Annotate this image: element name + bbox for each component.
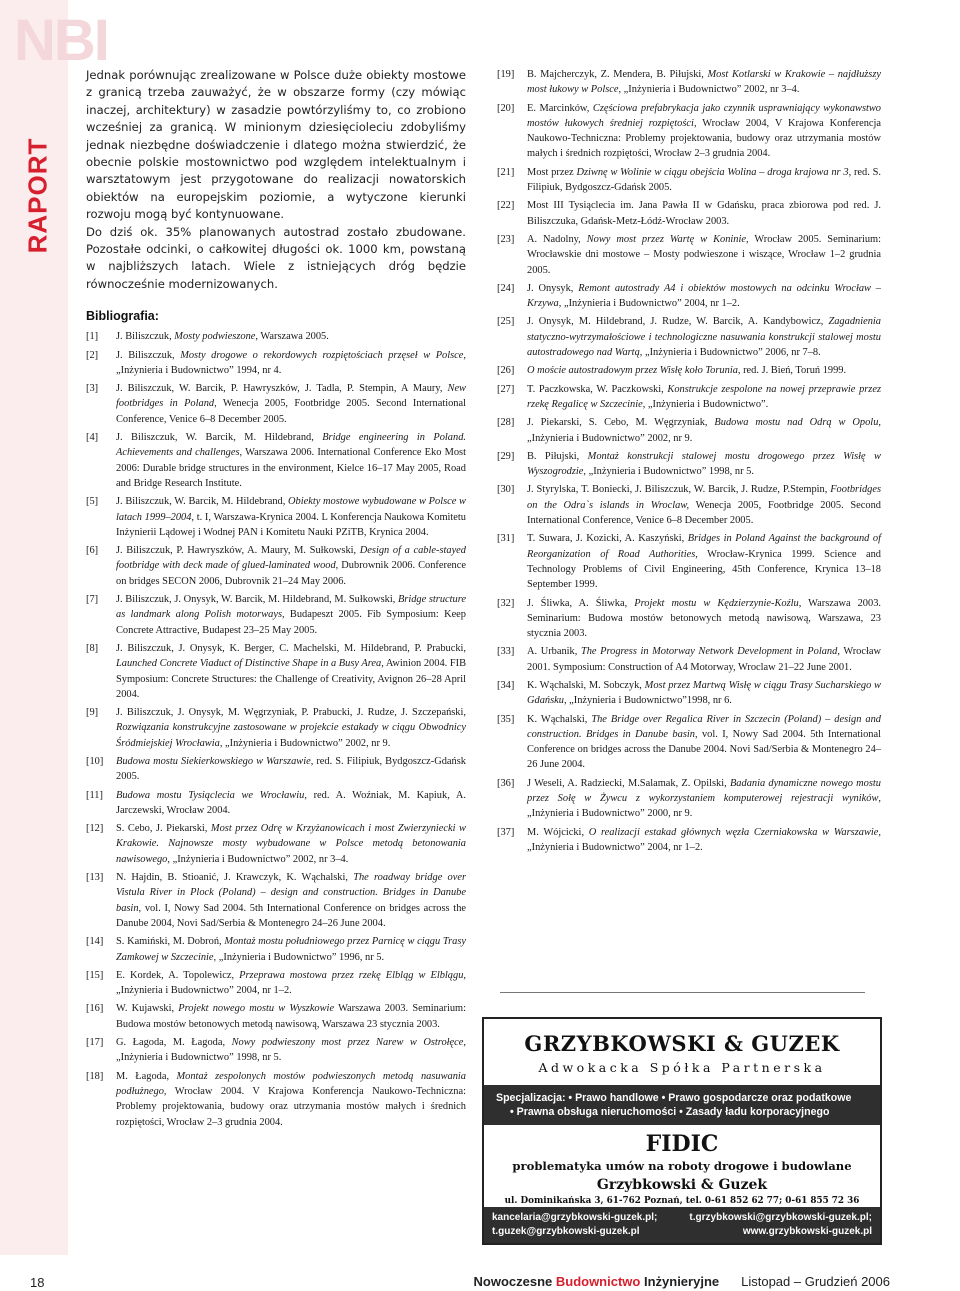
bibliography-entry-text: , Budapeszt 2005. Fib Symposium: Keep Concrete Attractive, Budapest 23–25 May 2005. — [116, 609, 466, 636]
bibliography-entry-text: Wenecja 2005, Footbridge 2005. Second International Conference, Venice 6–8 December 2005. — [116, 398, 466, 425]
bibliography-entry-number: [3] — [86, 383, 99, 395]
bibliography-entry-title: Most Kotlarski w Krakowie – najdłuższy most łukowy w Polsce — [527, 69, 882, 96]
bibliography-entry — [497, 363, 881, 378]
bibliography-entry-number: [6] — [86, 545, 99, 557]
bibliography-entry — [497, 644, 881, 675]
bibliography-entry — [497, 101, 881, 162]
bibliography-entry-text: W. Kujawski, — [116, 1003, 179, 1015]
bibliography-entry-number: [10] — [86, 756, 104, 767]
bibliography-entry — [497, 281, 881, 312]
bibliography-entry-title: New footbridges in Poland, — [116, 383, 466, 410]
ad-fidic-block — [484, 1125, 880, 1173]
bibliography-entry — [86, 968, 466, 999]
bibliography-entry-text: , red. J. Bień, Toruń 1999. — [737, 365, 847, 377]
bibliography-entry-title: Most przez Odrę w Krzyżanowicach i most Zwierzyniecki w Krakowie. Najnowsze mosty wybudowane w Polsce metodą betonowania nawisowego — [116, 823, 466, 865]
bibliography-entry-number: [15] — [86, 969, 104, 981]
ad-spec-line-1: Specjalizacja: • Prawo handlowe • Prawo gospodarcze oraz podatkowe — [496, 1092, 852, 1104]
bibliography-entry-number: [34] — [497, 679, 515, 691]
intro-paragraph-1: Jednak porównując zrealizowane w Polsce duże obiekty mostowe z granicą trzeba zauważyć, że w obszarze formy (czy mówiąc inaczej, architektury) w zasadzie powtórzyliśmy to, co zrobiono wcześniej za granicą. W minionym dziesięcioleciu zdobyliśmy jednak niezbędne doświadczenie i dlatego można stwierdzić, że obecnie polskie mostownictwo pod względem intelektualnym i warsztatowym jest przygotowane do realizacji nowatorskich obiektów na europejskim poziomie, a wytyczone kierunki rozwoju mogą być kontynuowane. — [86, 68, 466, 222]
bibliography-entry-number: [20] — [497, 102, 515, 114]
bibliography-entry-number: [7] — [86, 594, 99, 606]
bibliography-entry-text: S. Kamiński, M. Dobroń, — [116, 936, 225, 948]
ad-header — [484, 1019, 880, 1085]
ad-email-2[interactable]: t.grzybkowski@grzybkowski-guzek.pl; — [689, 1212, 872, 1223]
bibliography-entry — [86, 543, 466, 589]
bibliography-entry-text: , „Inżynieria i Budownictwo”. — [642, 398, 769, 410]
bibliography-entry-text: , „Inżynieria i Budownictwo” 2004, nr 1–2. — [116, 969, 466, 997]
bibliography-entry-text: , „Inżynieria i Budownictwo” 1998, nr 5. — [116, 1037, 466, 1064]
bibliography-entry-text: , Dubrownik 2006. Conference on bridges SECON 2006, Dubrovnik 21–24 May 2006. — [116, 560, 466, 587]
bibliography-entry-text: E. Kordek, A. Topolewicz, — [116, 969, 240, 981]
bibliography-entry-text: K. Wąchalski, M. Sobczyk, — [527, 679, 645, 691]
bibliography-entry-number: [23] — [497, 233, 515, 245]
magazine-name-part-2: Budownictwo — [555, 1274, 641, 1289]
bibliography-entry-text: , „Inżynieria i Budownictwo” 2002, nr 3–4. — [618, 84, 800, 96]
bibliography-entry-number: [9] — [86, 707, 99, 719]
bibliography-entry — [497, 198, 881, 229]
magazine-name-part-1: Nowoczesne — [473, 1274, 556, 1289]
bibliography-entry-number: [5] — [86, 496, 99, 508]
intro-paragraph-2: Do dziś ok. 35% planowanych autostrad zostało zbudowane. Pozostałe odcinki, o całkowitej długości ok. 1000 km, powstaną w najbliższych latach. Wiele z istniejących dróg będzie równocześnie modernizowanych. — [86, 224, 466, 291]
bibliography-entry — [497, 776, 881, 822]
intro-text — [86, 67, 466, 293]
bibliography-entry-number: [14] — [86, 936, 104, 948]
bibliography-entry-title: The Progress in Motorway Network Development in Poland — [580, 646, 838, 658]
ad-contact-row-1 — [492, 1211, 872, 1225]
bibliography-entry — [86, 430, 466, 491]
bibliography-entry-text: J. Biliszczuk, J. Onysyk, W. Barcik, M. Hildebrand, M. Sułkowski, — [116, 594, 398, 606]
bibliography-entry-title: Montaż mostu południowego przez Parnicę w ciągu Trasy Zamkowej w Szczecinie — [116, 936, 466, 963]
ad-email-3[interactable]: t.guzek@grzybkowski-guzek.pl — [492, 1226, 640, 1237]
bibliography-entry-text: J. Styrylska, T. Boniecki, J. Biliszczuk, W. Barcik, J. Rudze, P.Stempin, — [527, 484, 831, 496]
bibliography-entry-text: , „Inżynieria i Budownictwo”1998, nr 6. — [563, 695, 732, 707]
bibliography-entry-text: J. Onysyk, — [527, 282, 579, 294]
bibliography-entry — [86, 821, 466, 867]
bibliography-entry-title: Nowy podwieszony most przez Narew w Ostrołęce — [231, 1037, 464, 1049]
bibliography-entry — [497, 712, 881, 773]
bibliography-entry-text: J Weseli, A. Radziecki, M.Salamak, Z. Opilski, — [527, 777, 730, 789]
section-label-text: RAPORT — [22, 137, 53, 253]
bibliography-entry-number: [22] — [497, 200, 515, 212]
ad-company-name: Grzybkowski & Guzek — [596, 1177, 768, 1193]
bibliography-heading: Bibliografia: — [86, 309, 159, 324]
bibliography-entry-number: [1] — [86, 331, 99, 343]
bibliography-entry-title: Bridges in Poland Against the background of Reorganization of Road Authorities — [527, 533, 881, 560]
magazine-name-part-3: Inżynieryjne — [640, 1274, 720, 1289]
bibliography-entry — [497, 678, 881, 709]
bibliography-entry-text: , „Inżynieria i Budownictwo” 2000, nr 9. — [527, 793, 881, 820]
ad-contact-block — [484, 1207, 880, 1243]
bibliography-entry — [86, 381, 466, 427]
bibliography-entry-number: [21] — [497, 166, 515, 178]
bibliography-entry-text: , „Inżynieria i Budownictwo” 2002, nr 9. — [527, 417, 881, 444]
page-number: 18 — [30, 1275, 45, 1290]
bibliography-entry-title: Launched Concrete Viaduct of Distinctive Shape in a Busy Area — [116, 658, 382, 670]
bibliography-entry — [86, 934, 466, 965]
bibliography-entry-title: Projekt nowego mostu w Wyszkowie — [178, 1003, 335, 1015]
bibliography-entry-title: Footbridges on the Odra`s islands in Wroclaw, — [527, 484, 881, 511]
bibliography-entry-text: , red. S. Filipiuk, Bydgoszcz-Gdańsk 2005. — [527, 166, 881, 194]
law-firm-advertisement — [482, 1017, 882, 1245]
bibliography-entry-text: , vol. I, Nowy Sad 2004. 5th International Conference on bridges across the Danube 2004. Novi Sad/Serbia & Montenegro 24–26 June 2004. — [527, 728, 881, 771]
bibliography-entry-text: G. Łagoda, M. Łagoda, — [116, 1037, 232, 1049]
bibliography-list-right — [497, 67, 881, 855]
bibliography-entry-text: , Wrocław 2004. V Krajowa Konferencja Naukowo-Techniczna: Problemy projektowania, budowy oraz utrzymania mostów małych i średnich rozpiętości, Wrocław 2–3 grudnia 2004. — [116, 1085, 466, 1128]
bibliography-entry-text: T. Suwara, J. Kozicki, A. Kaszyński, — [527, 533, 688, 545]
bibliography-entry-number: [8] — [86, 642, 99, 654]
bibliography-entry-text: J. Onysyk, M. Hildebrand, J. Rudze, W. Barcik, A. Kandybowicz, — [527, 316, 829, 328]
bibliography-entry-text: , red. A. Woźniak, M. Kapiuk, A. Jarczewski, Wrocław 2004. — [116, 789, 466, 816]
ad-website-link[interactable]: www.grzybkowski-guzek.pl — [742, 1226, 872, 1237]
bibliography-entry-text: J. Śliwka, A. Śliwka, — [527, 597, 635, 609]
bibliography-entry-title: Dziwnę w Wolinie w ciągu obejścia Wolina – droga krajowa nr 3 — [576, 166, 849, 178]
bibliography-entry-number: [11] — [86, 789, 103, 801]
bibliography-entry-title: The Bridge over Regalica River in Szczecin (Poland) – design and construction. Bridges in Danube basin — [527, 713, 881, 740]
bibliography-entry-text: , Warszawa 2005. — [255, 331, 329, 343]
bibliography-entry-text: J. Biliszczuk, W. Barcik, P. Hawryszków, J. Tadla, P. Stempin, A Maury, — [116, 383, 448, 395]
bibliography-entry-text: , „Inżynieria i Budownictwo” 2002, nr 3–4. — [167, 853, 349, 865]
bibliography-entry — [497, 596, 881, 642]
bibliography-entry-text: J. Biliszczuk, — [116, 331, 175, 343]
bibliography-entry-number: [12] — [86, 823, 104, 835]
column-divider-rule — [500, 992, 865, 993]
issue-date: Listopad – Grudzień 2006 — [741, 1274, 890, 1289]
bibliography-entry — [497, 165, 881, 196]
bibliography-entry-number: [27] — [497, 383, 515, 395]
left-column — [86, 67, 466, 1133]
bibliography-entry — [86, 494, 466, 540]
bibliography-entry — [86, 1001, 466, 1032]
bibliography-entry-title: Rozwiązania konstrukcyjne zastosowane w projekcie estakady w ciągu Obwodnicy Śródmiejskiej Wrocławia — [116, 722, 466, 749]
bibliography-list-left — [86, 329, 466, 1130]
ad-subtitle: Adwokacka Spółka Partnerska — [538, 1060, 826, 1075]
bibliography-entry-text: , „Inżynieria i Budownictwo” 2006, nr 7–8. — [639, 347, 821, 359]
bibliography-entry-number: [26] — [497, 365, 515, 377]
bibliography-entry-title: Konstrukcje zespolone na nowej przeprawie przez rzekę Regalicę w Szczecinie — [527, 383, 882, 410]
bibliography-entry-number: [2] — [86, 349, 99, 361]
bibliography-entry — [497, 232, 881, 278]
ad-address: ul. Dominikańska 3, 61-762 Poznań, tel. 0-61 852 62 77; 0-61 855 72 36 — [504, 1196, 860, 1206]
bibliography-entry-title: Badania dynamiczne nowego mostu przez Sołę w Żywcu z wykorzystaniem komputerowej rejestracji wyników — [527, 777, 881, 805]
bibliography-entry-text: , „Inżynieria i Budownictwo” 1994, nr 4. — [116, 349, 466, 376]
bibliography-entry-text: Most przez — [527, 166, 577, 178]
ad-contact-row-2 — [492, 1225, 872, 1239]
bibliography-entry-text: A. Nadolny, — [527, 233, 587, 245]
bibliography-entry-number: [25] — [497, 316, 515, 328]
bibliography-entry — [86, 348, 466, 379]
bibliography-entry — [497, 449, 881, 480]
bibliography-entry — [497, 415, 881, 446]
bibliography-entry-text: J. Piekarski, S. Cebo, M. Węgrzyniak, — [527, 417, 715, 429]
bibliography-entry-text: , Warszawa 2003. Seminarium: Budowa mostów betonowych metodą nawisową, Warszawa, 23 stycznia 2003. — [527, 597, 881, 640]
bibliography-entry — [86, 705, 466, 751]
bibliography-entry-text: , Awinion 2004. FIB Symposium: Concrete Structures: the Challenge of Creativity, Avignon 26–28 April 2004. — [116, 658, 467, 700]
bibliography-entry — [86, 788, 466, 819]
bibliography-entry — [86, 754, 466, 785]
ad-specializations — [484, 1085, 880, 1125]
bibliography-entry-text: A. Urbanik, — [527, 646, 581, 658]
bibliography-entry-text: , t. I, Warszawa-Krynica 2004. L Konferencja Naukowa Komitetu Inżynierii Lądowej i Wodnej PAN i Komitetu Nauki PZiTB, Krynica 2004. — [116, 511, 466, 538]
bibliography-entry-title: Mosty podwieszone — [174, 331, 256, 343]
bibliography-entry-title: Budowa mostu nad Odrą w Opolu — [714, 417, 879, 429]
bibliography-entry-text: , „Inżynieria i Budownictwo” 2002, nr 9. — [219, 737, 391, 749]
bibliography-entry — [497, 314, 881, 360]
bibliography-entry-title: Montaż konstrukcji stalowej mostu drogowego przez Wisłę w Wyszogrodzie — [527, 450, 881, 478]
bibliography-entry-number: [19] — [497, 69, 515, 80]
bibliography-entry-text: , „Inżynieria i Budownictwo” 2004, nr 1–2. — [527, 826, 881, 853]
bibliography-entry-title: Budowa mostu Tysiąclecia we Wrocławiu — [116, 789, 305, 801]
bibliography-entry — [86, 870, 466, 931]
section-label — [18, 130, 58, 260]
bibliography-entry-title: The roadway bridge over Vistula River in Plock (Poland) – design and construction. Bridges in Danube basin — [116, 872, 466, 914]
bibliography-entry — [86, 1035, 466, 1066]
bibliography-entry-number: [13] — [86, 872, 104, 884]
bibliography-entry-text: J. Biliszczuk, P. Hawryszków, A. Maury, M. Sułkowski, — [116, 545, 360, 557]
bibliography-entry-title: Obiekty mostowe wybudowane w Polsce w latach 1999–2004 — [116, 496, 466, 523]
bibliography-entry-number: [29] — [497, 450, 515, 462]
bibliography-entry-number: [31] — [497, 533, 515, 545]
bibliography-entry-text: , „Inżynieria i Budownictwo” 1996, nr 5. — [213, 951, 385, 963]
bibliography-entry-text: E. Marcinków, — [527, 102, 593, 114]
bibliography-entry-number: [24] — [497, 282, 515, 294]
bibliography-entry-text: Warszawa 2003. Seminarium: Budowa mostów betonowych metodą nawisową, Warszawa 23 stycznia 2003. — [116, 1003, 466, 1030]
bibliography-entry-title: Mosty drogowe o rekordowych rozpiętościach przęseł w Polsce — [180, 349, 464, 361]
bibliography-entry-text: M. Wójcicki, — [527, 826, 589, 838]
bibliography-entry-text: N. Hajdin, B. Stioanić, J. Krawczyk, K. Wąchalski, — [116, 872, 354, 884]
bibliography-entry-title: Montaż zespolonych mostów podwieszonych metodą nasuwania podłużnego — [116, 1070, 466, 1097]
bibliography-entry — [497, 382, 881, 413]
bibliography-entry-text: J. Biliszczuk, J. Onysyk, K. Berger, C. Machelski, M. Hildebrand, P. Prabucki, — [116, 642, 466, 654]
bibliography-entry-number: [35] — [497, 713, 515, 725]
bibliography-entry-text: , „Inżynieria i Budownictwo” 1998, nr 5. — [583, 466, 754, 478]
bibliography-entry-title: O moście autostradowym przez Wisłę koło Torunia — [527, 365, 738, 377]
ad-spec-line-2: • Prawna obsługa nieruchomości • Zasady ładu korporacyjnego — [510, 1106, 830, 1118]
bibliography-entry-number: [4] — [86, 432, 99, 444]
bibliography-entry-title: Design of a cable-stayed footbridge with deck made of glued-laminated wood — [116, 545, 466, 572]
bibliography-entry — [86, 592, 466, 638]
bibliography-entry-number: [37] — [497, 826, 515, 838]
bibliography-entry-text: Most III Tysiąclecia im. Jana Pawła II w Gdańsku, praca zbiorowa pod red. J. Biliszczuka, Gdańsk-Metz-Łódź-Wrocław 2003. — [527, 200, 881, 227]
bibliography-entry-title: Częściowa prefabrykacja jako czynnik usprawniający wykonawstwo mostów łukowych średniej rozpiętości — [527, 102, 881, 129]
ad-fidic-description: problematyka umów na roboty drogowe i budowlane — [512, 1159, 852, 1173]
bibliography-entry-number: [32] — [497, 597, 515, 609]
bibliography-entry — [497, 482, 881, 528]
bibliography-entry-text: , Warszawa 2006. International Conference Eko Most 2006: Durable bridge structures in the environment, Kielce 16–17 May 2005, Road and Bridge Research Institute. — [116, 447, 466, 489]
bibliography-entry-text: , Wrocław-Krynica 1999. Science and Technology Problems of Civil Engineering, 45th Conference, Krynica 13–18 September 1999. — [527, 548, 881, 591]
bibliography-entry-number: [28] — [497, 417, 515, 429]
bibliography-entry-number: [30] — [497, 484, 515, 496]
bibliography-entry-text: B. Majcherczyk, Z. Mendera, B. Piłujski, — [527, 69, 708, 80]
bibliography-entry — [497, 825, 881, 856]
bibliography-entry-text: J. Biliszczuk, J. Onysyk, M. Węgrzyniak, P. Prabucki, J. Rudze, J. Szczepański, — [116, 707, 466, 719]
bibliography-entry — [86, 641, 466, 702]
ad-fidic-title: FIDIC — [645, 1131, 719, 1157]
bibliography-entry-text: M. Łagoda, — [116, 1070, 177, 1082]
bibliography-entry-text: S. Cebo, J. Piekarski, — [116, 823, 211, 835]
bibliography-entry-text: B. Piłujski, — [527, 450, 588, 462]
ad-email-1[interactable]: kancelaria@grzybkowski-guzek.pl; — [492, 1212, 658, 1223]
bibliography-entry-title: Bridge structure as landmark along Polish motorways — [116, 594, 466, 621]
bibliography-entry-number: [17] — [86, 1037, 104, 1049]
bibliography-entry-title: Bridge engineering in Poland. Achievements and challenges — [116, 432, 466, 459]
bibliography-entry-text: J. Biliszczuk, — [116, 349, 181, 361]
bibliography-entry-number: [36] — [497, 777, 515, 789]
bibliography-entry-number: [33] — [497, 646, 515, 658]
bibliography-entry-title: Nowy most przez Wartę w Koninie — [586, 233, 746, 245]
bibliography-entry-text: Wenecja 2005, Footbridge 2005. Second International Conference, Venice 6–8 December 2005. — [527, 499, 881, 527]
bibliography-entry-text: , Wrocław 2004, V Krajowa Konferencja Naukowo-Techniczna: Problemy projektowania, budowy oraz utrzymania mostów małych i średnich rozpiętości, Wrocław 2–3 grudnia 2004. — [527, 117, 882, 160]
bibliography-entry-text: J. Biliszczuk, W. Barcik, M. Hildebrand, — [116, 496, 289, 508]
bibliography-entry-title: Projekt mostu w Kędzierzynie-Koźlu — [634, 597, 799, 609]
bibliography-entry-title: Budowa mostu Siekierkowskiego w Warszawie — [116, 756, 311, 767]
bibliography-entry-title: Remont autostrady A4 i obiektów mostowych na odcinku Wrocław – Krzywa — [527, 282, 881, 310]
bibliography-entry — [86, 1069, 466, 1130]
bibliography-entry-title: Przeprawa mostowa przez rzekę Elbląg w Elblągu — [239, 969, 464, 981]
bibliography-entry-text: , vol. I, Nowy Sad 2004. 5th International Conference on bridges across the Danube 2004, Novi Sad/Serbia & Montenegro 24–26 June 2004. — [116, 902, 466, 929]
bibliography-entry-text: , Wrocław 2001. Symposium: Construction of A4 Motorway, Wroclaw 21–22 June 2001. — [527, 646, 881, 673]
bibliography-entry — [86, 329, 466, 344]
bibliography-entry — [497, 67, 881, 98]
bibliography-entry-title: O realizacji estakad głównych węzła Czerniakowska w Warszawie — [588, 826, 879, 838]
bibliography-entry-text: , „Inżynieria i Budownictwo” 2004, nr 1–2. — [558, 298, 740, 310]
footer-magazine-info — [474, 1274, 891, 1289]
bibliography-entry-text: , red. S. Filipiuk, Bydgoszcz-Gdańsk 2005. — [116, 756, 466, 783]
bibliography-entry-text: J. Biliszczuk, W. Barcik, M. Hildebrand, — [116, 432, 323, 444]
bibliography-entry-text: T. Paczkowska, W. Paczkowski, — [527, 383, 668, 395]
bibliography-entry-number: [18] — [86, 1070, 104, 1082]
bibliography-entry-title: Zagadnienia statyczno-wytrzymałościowe i technologiczne nasuwania konstrukcji stalowej mostu autostradowego nad Wartą — [527, 316, 881, 359]
bibliography-entry — [497, 531, 881, 592]
nbi-logo: NBI — [14, 8, 108, 73]
bibliography-entry-text: K. Wąchalski, — [527, 713, 592, 725]
bibliography-entry-title: Most przez Martwą Wisłę w ciągu Trasy Sucharskiego w Gdańsku — [527, 679, 881, 707]
right-column — [497, 67, 881, 858]
ad-title: GRZYBKOWSKI & GUZEK — [524, 1031, 840, 1056]
bibliography-entry-text: , Wrocław 2005. Seminarium: Wrocławskie dni mostowe – Mosty podwieszone i wiszące, Wrocław 1–2 grudnia 2005. — [527, 233, 881, 276]
bibliography-entry-number: [16] — [86, 1003, 104, 1015]
